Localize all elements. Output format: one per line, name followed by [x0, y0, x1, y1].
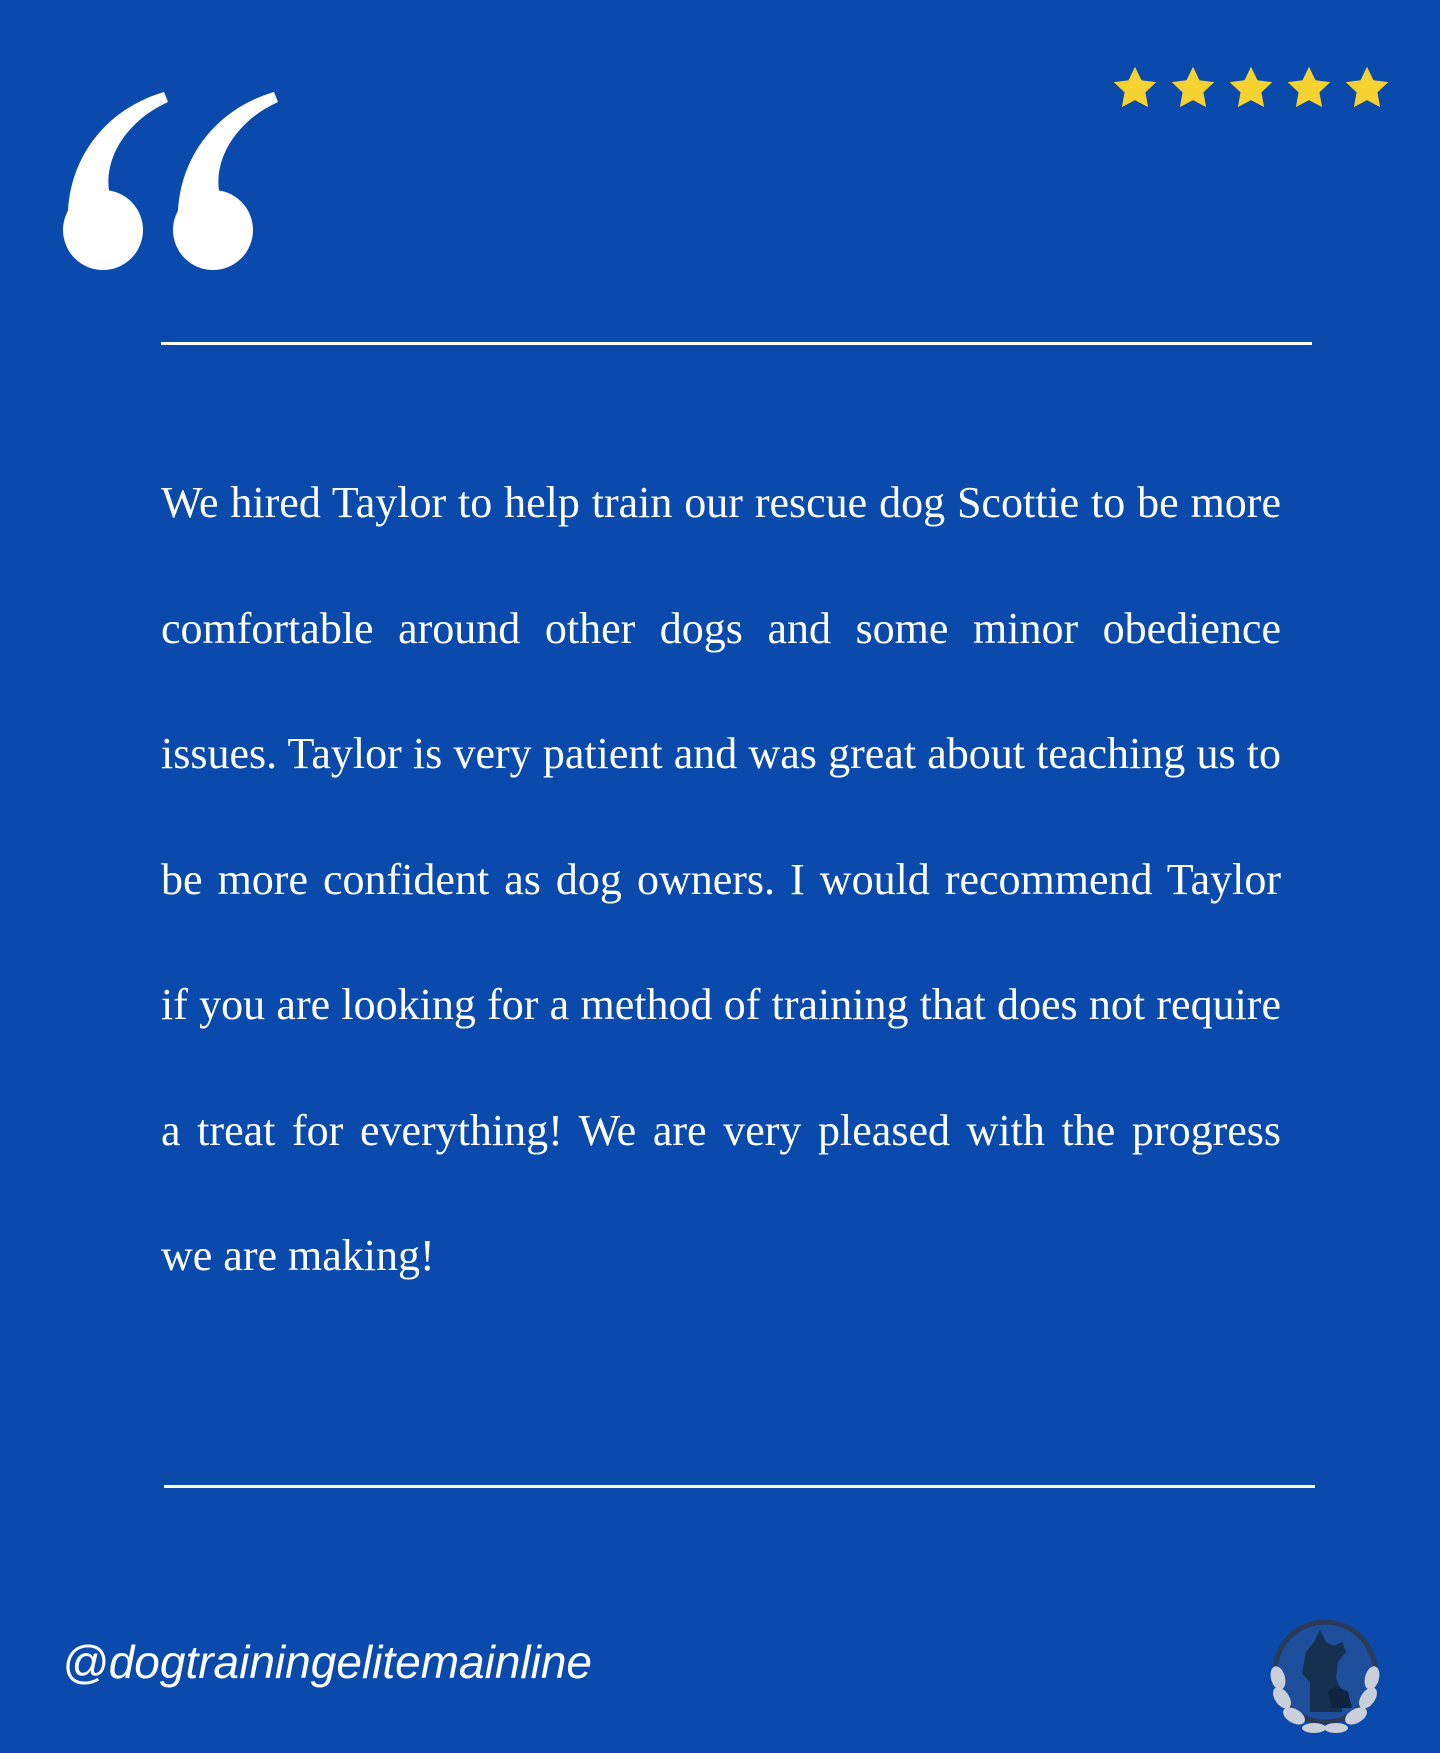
star-icon [1283, 63, 1335, 113]
review-text: We hired Taylor to help train our rescue dog Scottie to be more comfortable around other dogs and some minor obedience issues. Taylor is very patient and was great about teaching us to be more confident as dog owners. I would recommend Taylor if you are looking for a method of training that does not require a treat for everything! We are very pleased with the progress we are making! [161, 478, 1281, 1280]
star-icon [1341, 63, 1393, 113]
bottom-divider [164, 1485, 1315, 1488]
star-icon [1167, 63, 1219, 113]
social-handle: @dogtrainingelitemainline [62, 1636, 593, 1688]
star-icon [1225, 63, 1277, 113]
star-icon [1109, 63, 1161, 113]
dog-laurel-logo [1262, 1612, 1388, 1738]
top-divider [161, 342, 1312, 345]
open-quote-icon [58, 88, 288, 273]
star-rating [1109, 63, 1393, 113]
